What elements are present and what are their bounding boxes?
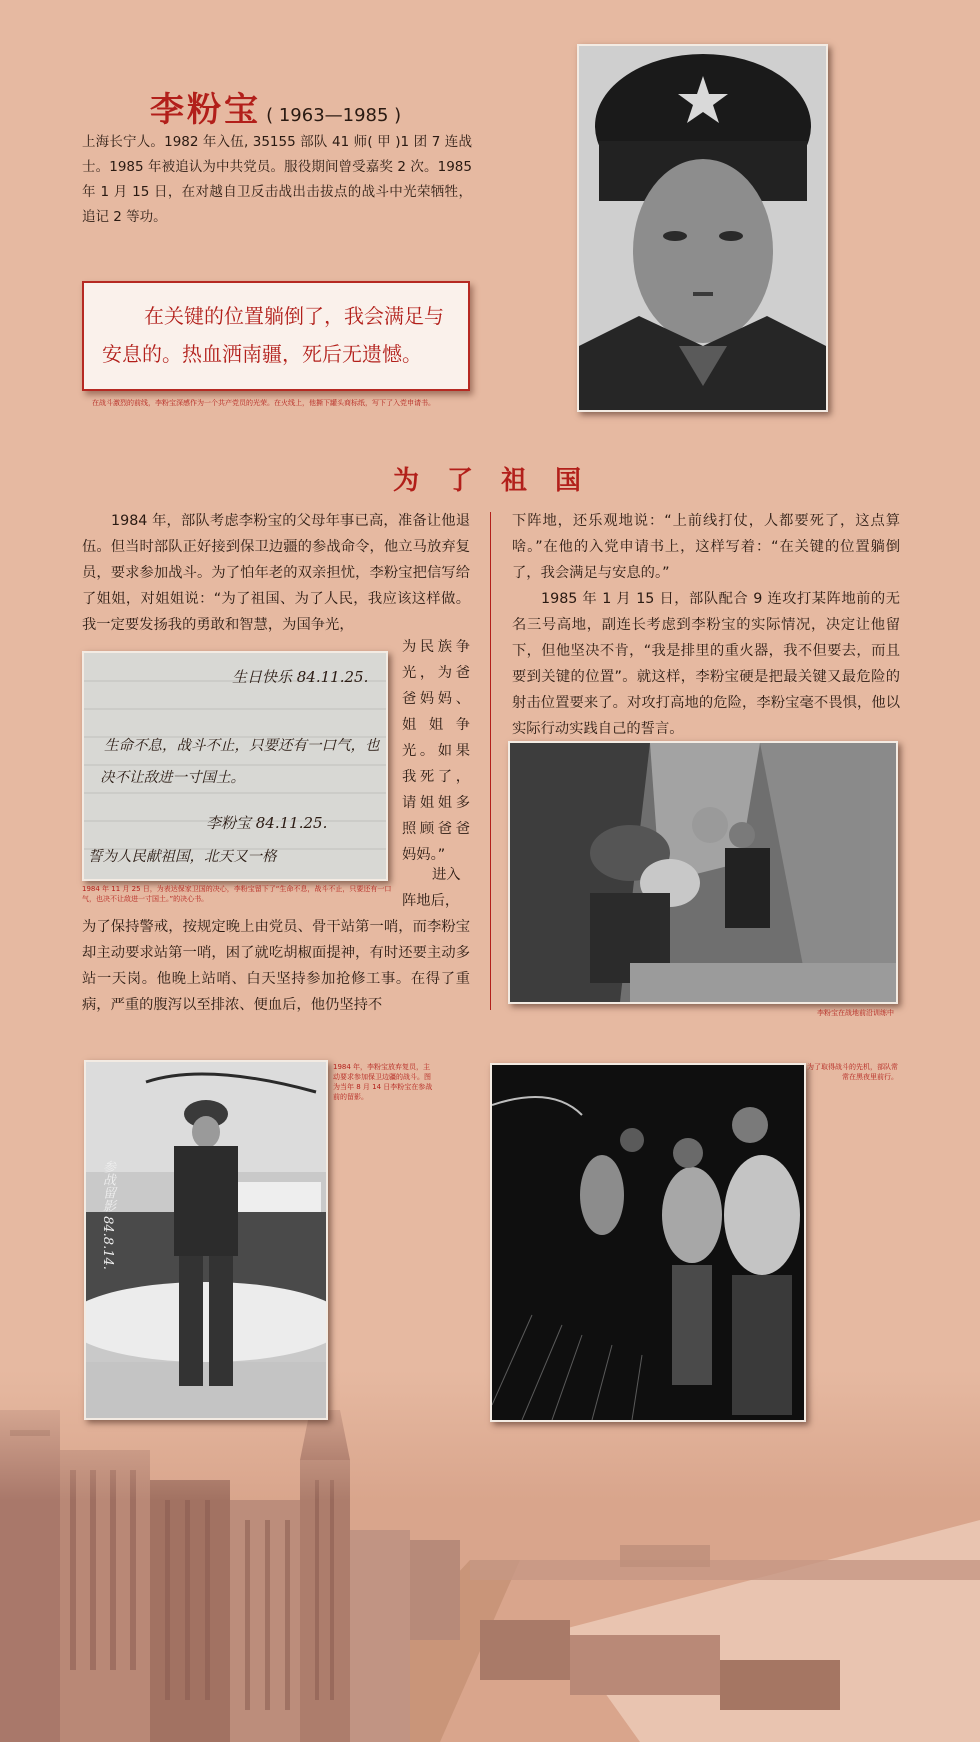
letter-line-1: 生命不息，战斗不止，只要还有一口气，也 (104, 738, 380, 754)
hero-name-row (150, 82, 401, 131)
full-portrait-caption: 1984 年，李粉宝放弃复员，主动要求参加保卫边疆的战斗。图为当年 8 月 14 日李粉宝在参战前的留影。 (333, 1063, 433, 1101)
shanghai-bund-background (0, 1370, 980, 1742)
article-paragraph-1: 1984 年，部队考虑李粉宝的父母年事已高，准备让他退伍。但当时部队正好接到保卫边疆的参战命令，他立马放弃复员，要求参加战斗。为了怕年老的双亲担忧，李粉宝把信写给了姐姐，对姐姐说：“为了祖国、为了人民，我应该这样做。我一定要发扬我的勇敢和智慧，为国争光， (82, 513, 470, 633)
full-portrait-photo (84, 1060, 328, 1420)
quote-box (82, 281, 470, 391)
quote-caption: 在战斗激烈的前线，李粉宝深感作为一个共产党员的光荣。在火线上，他撕下罐头商标纸，写下了入党申请书。 (92, 399, 435, 407)
portrait-photo (577, 44, 828, 412)
letter-caption: 1984 年 11 月 25 日，为表达保家卫国的决心，李粉宝留下了“生命不息，战斗不止，只要还有一口气，也决不让敌进一寸国土。”的决心书。 (82, 885, 392, 903)
hero-years: ( 1963—1985 ) (266, 105, 402, 126)
article-col2-paragraph-1: 下阵地，还乐观地说：“上前线打仗，人都要死了，这点算啥。”在他的入党申请书上，这样写着：“在关键的位置躺倒了，我会满足与安息的。” (512, 513, 900, 581)
article-side-text-2b: 阵地后， (402, 893, 460, 909)
column-divider (490, 512, 491, 1010)
article-side-text: 为民族争光，为爸爸妈妈、姐姐争光。如果我死了，请姐姐多照顾爸爸妈妈。” (402, 639, 470, 863)
night-march-photo (490, 1063, 806, 1422)
letter-line-3: 誓为人民献祖国，北天又一格 (88, 849, 277, 865)
full-portrait-inscription: 参战留影 84.8.14. (100, 1160, 115, 1270)
letter-line-2: 决不让敌进一寸国土。 (100, 770, 245, 786)
hero-bio: 上海长宁人。1982 年入伍, 35155 部队 41 师( 甲 )1 团 7 连战士。1985 年被追认为中共党员。服役期间曾受嘉奖 2 次。1985 年 1 月 15 日，在对越自卫反击战出击拔点的战斗中光荣牺牲，追记 2 等功。 (82, 134, 472, 225)
training-caption: 李粉宝在战地前沿训练中 (817, 1009, 894, 1017)
letter-date: 生日快乐 84.11.25. (232, 668, 369, 686)
section-title: 为了祖国 (393, 466, 610, 496)
article-paragraph-2: 为了保持警戒，按规定晚上由党员、骨干站第一哨，而李粉宝却主动要求站第一哨，困了就吃胡椒面提神，有时还要主动多站一天岗。他晚上站哨、白天坚持参加抢修工事。在得了重病，严重的腹泻以至排浓、便血后，他仍坚持不 (82, 919, 470, 1013)
quote-text: 在关键的位置躺倒了，我会满足与安息的。热血洒南疆，死后无遗憾。 (102, 304, 444, 366)
night-march-caption: 为了取得战斗的先机，部队常常在黑夜里前行。 (807, 1063, 898, 1081)
article-side-text-2a: 进入 (432, 867, 461, 883)
hero-name: 李粉宝 (150, 90, 261, 130)
letter-signature: 李粉宝 84.11.25. (206, 814, 328, 832)
training-photo (508, 741, 898, 1004)
article-col2-paragraph-2: 1985 年 1 月 15 日，部队配合 9 连攻打某阵地前的无名三号高地，副连长考虑到李粉宝的实际情况，决定让他留下，但他坚决不肯，“我是排里的重火器，我不但要去，而且要到关键的位置”。就这样，李粉宝硬是把最关键又最危险的射击位置要来了。对攻打高地的危险，李粉宝毫不畏惧，他以实际行动实践自己的誓言。 (512, 591, 900, 737)
